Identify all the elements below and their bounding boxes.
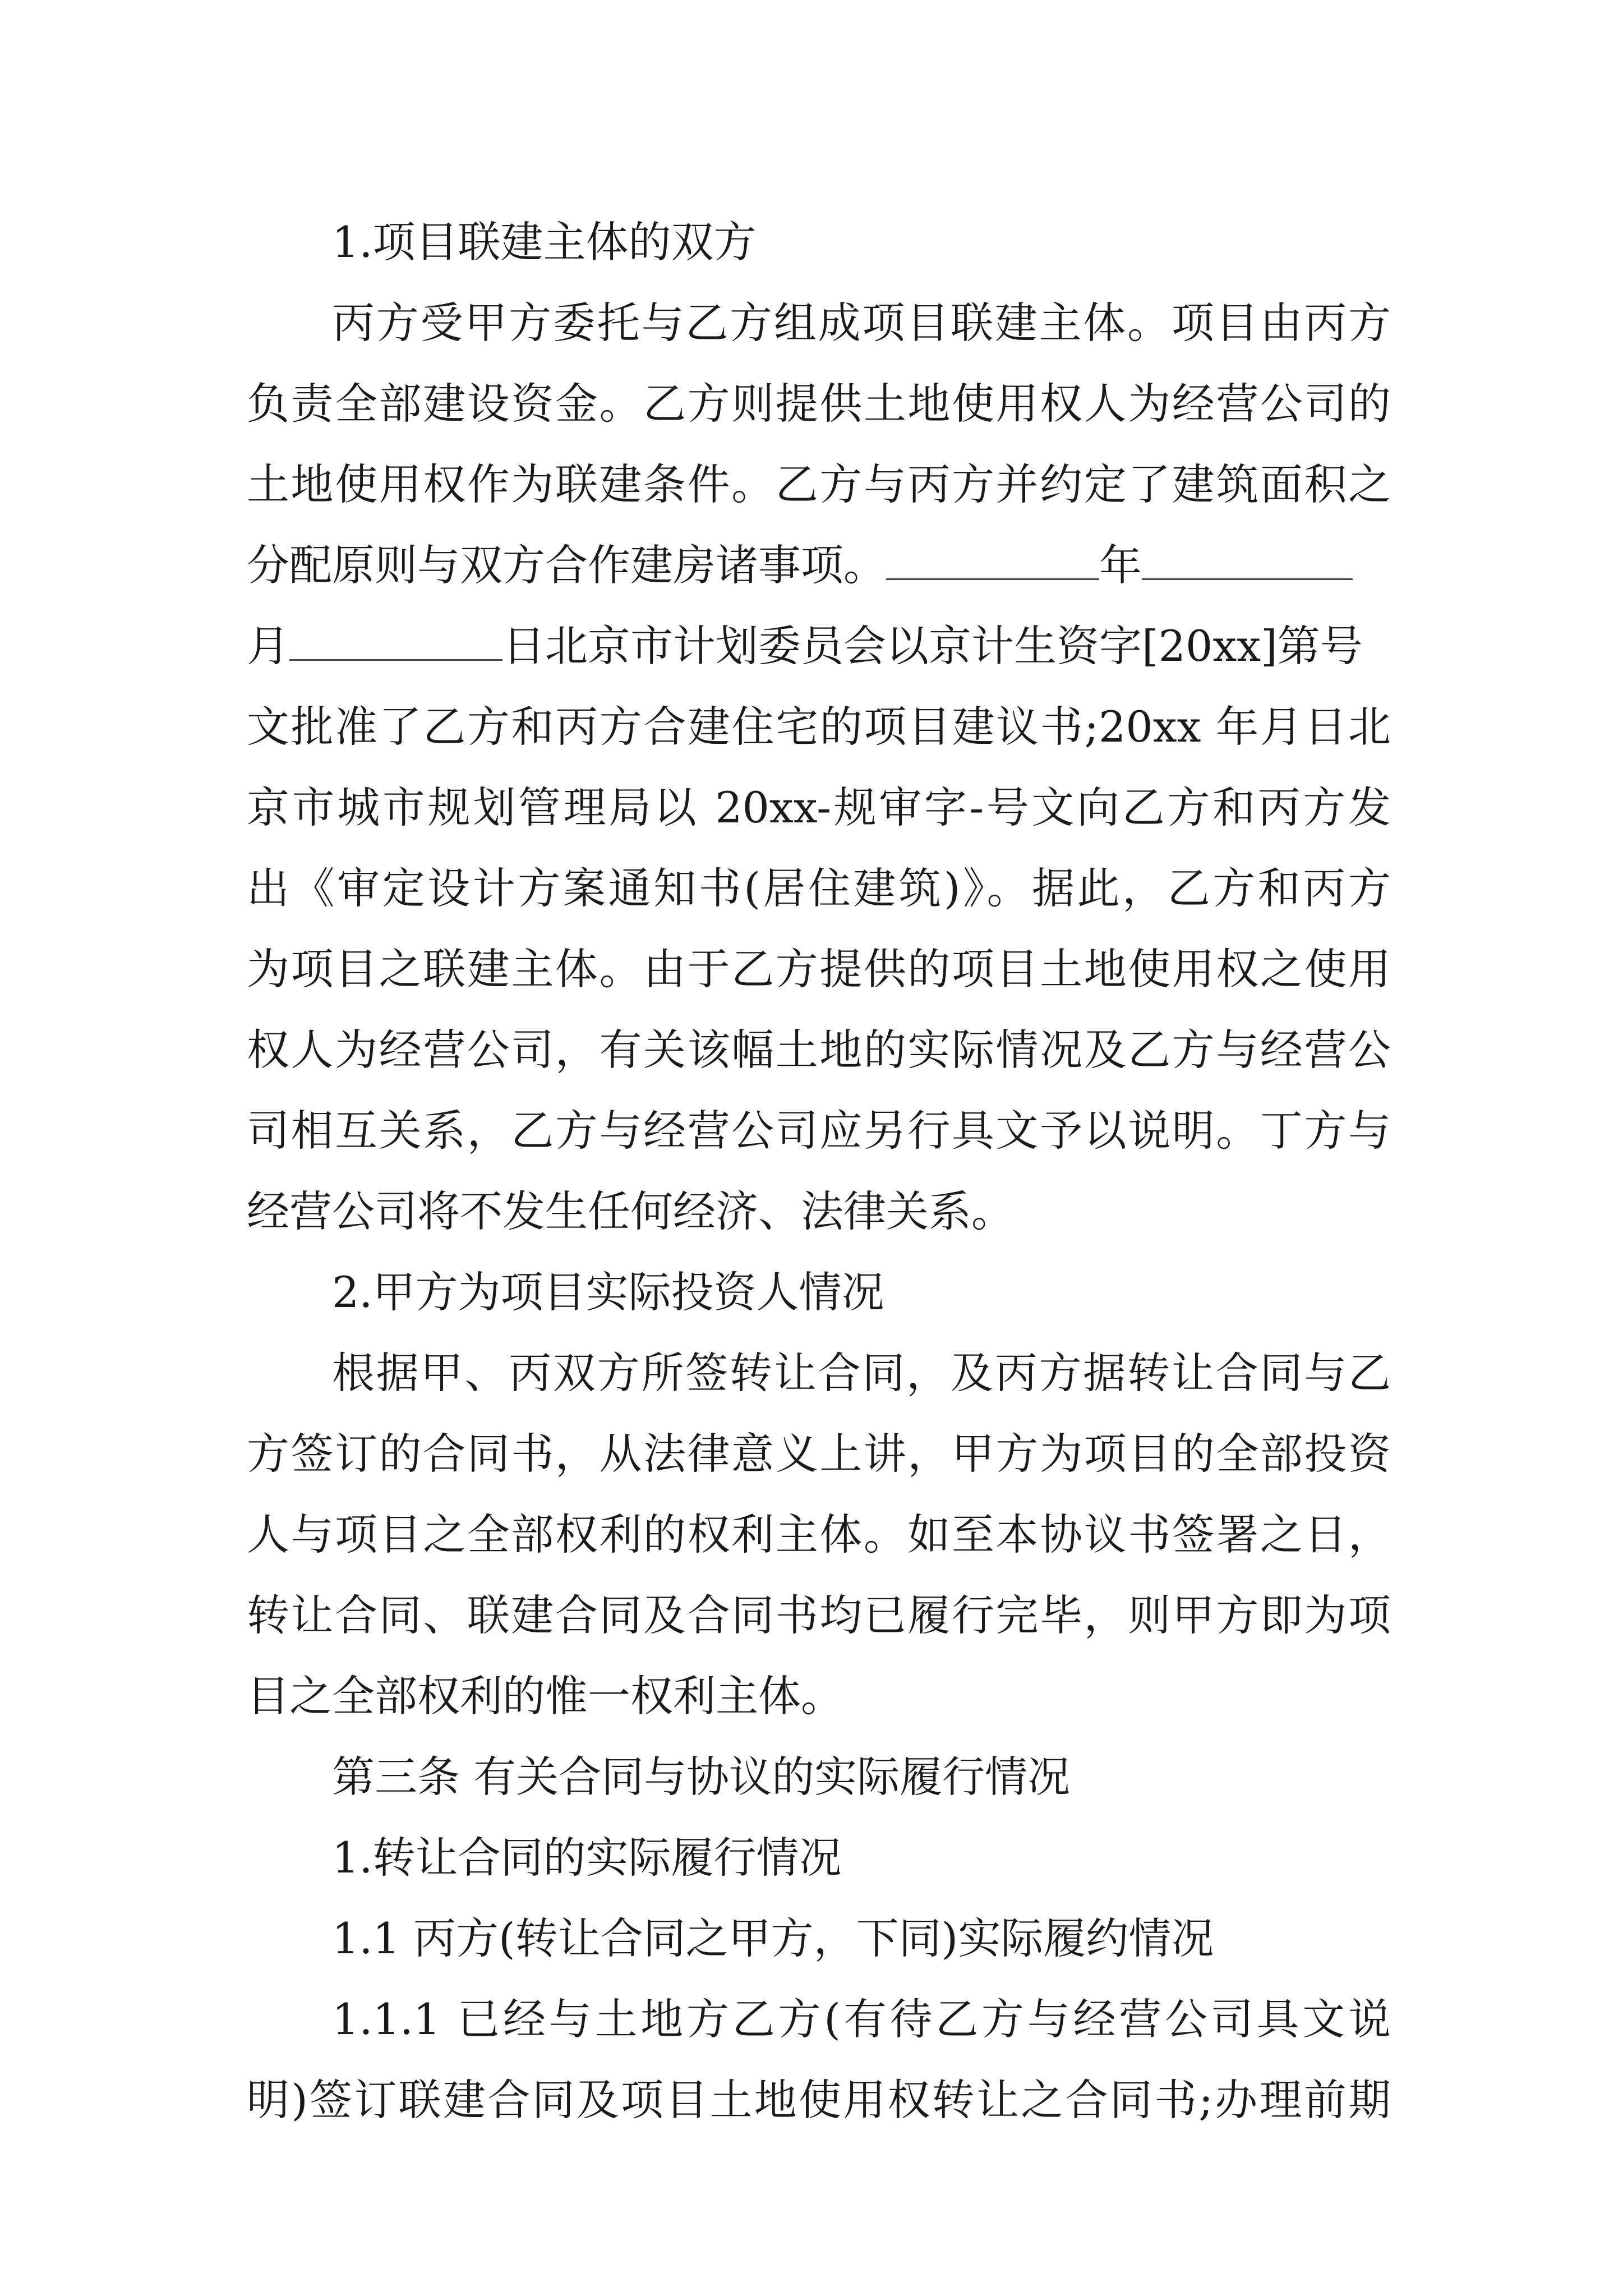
- paragraph-line: 根据甲、丙双方所签转让合同，及丙方据转让合同与乙: [332, 1348, 1391, 1398]
- paragraph-line: 人与项目之全部权利的权利主体。如至本协议书签署之日，: [247, 1510, 1391, 1559]
- blank-line: [886, 545, 1099, 580]
- paragraph-line: 京市城市规划管理局以 20xx-规审字-号文向乙方和丙方发: [247, 783, 1391, 832]
- paragraph-line: 经营公司将不发生任何经济、法律关系。: [247, 1186, 1014, 1236]
- line-text: 分配原则与双方合作建房诸事项。: [247, 540, 886, 590]
- line-text: 日北京市计划委员会以京计生资字[20xx]第号: [502, 621, 1363, 671]
- paragraph-line: 出《审定设计方案通知书(居住建筑)》。据此，乙方和丙方: [247, 863, 1391, 913]
- paragraph-line-with-blanks: [247, 606, 1391, 687]
- heading-party-c-performance: 1.1 丙方(转让合同之甲方，下同)实际履约情况: [332, 1913, 1214, 1963]
- document-page: [247, 202, 1391, 2141]
- paragraph-line: 土地使用权作为联建条件。乙方与丙方并约定了建筑面积之: [247, 459, 1391, 509]
- line-text: 年: [1099, 540, 1142, 590]
- heading-article-three: 第三条 有关合同与协议的实际履行情况: [332, 1752, 1071, 1802]
- paragraph-line: 1.1.1 已经与土地方乙方(有待乙方与经营公司具文说: [332, 1994, 1391, 2044]
- line-text: 月: [247, 621, 289, 671]
- paragraph-line: 丙方受甲方委托与乙方组成项目联建主体。项目由丙方: [332, 298, 1391, 348]
- paragraph-line: 转让合同、联建合同及合同书均已履行完毕，则甲方即为项: [247, 1590, 1391, 1640]
- paragraph-line: 司相互关系，乙方与经营公司应另行具文予以说明。丁方与: [247, 1106, 1391, 1156]
- heading-joint-construction-parties: 1.项目联建主体的双方: [332, 217, 757, 267]
- paragraph-line: 为项目之联建主体。由于乙方提供的项目土地使用权之使用: [247, 944, 1391, 994]
- paragraph-line-with-blanks: [247, 525, 1391, 606]
- paragraph-line: 权人为经营公司，有关该幅土地的实际情况及乙方与经营公: [247, 1025, 1391, 1075]
- blank-line: [289, 625, 502, 661]
- heading-investor: 2.甲方为项目实际投资人情况: [332, 1267, 884, 1317]
- paragraph-line: 明)签订联建合同及项目土地使用权转让之合同书;办理前期: [247, 2075, 1391, 2125]
- paragraph-line: 负责全部建设资金。乙方则提供土地使用权人为经营公司的: [247, 379, 1391, 429]
- paragraph-line: 目之全部权利的惟一权利主体。: [247, 1671, 843, 1721]
- heading-transfer-contract: 1.转让合同的实际履行情况: [332, 1833, 842, 1883]
- blank-line: [1142, 545, 1353, 580]
- paragraph-line: 方签订的合同书，从法律意义上讲，甲方为项目的全部投资: [247, 1429, 1391, 1479]
- paragraph-line: 文批准了乙方和丙方合建住宅的项目建议书;20xx 年月日北: [247, 702, 1391, 752]
